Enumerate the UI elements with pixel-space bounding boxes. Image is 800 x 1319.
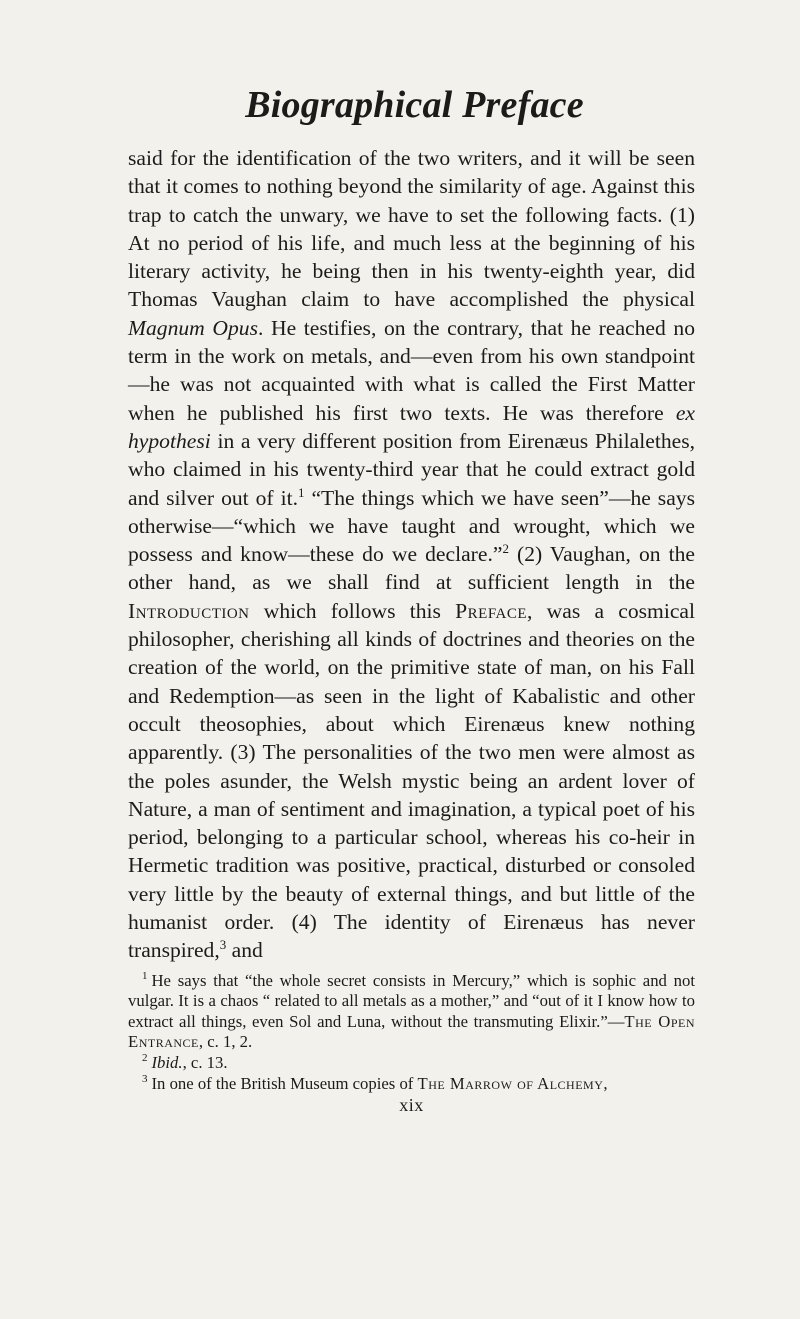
text-segment: , was a cosmical philosopher, cherishing all kinds of doctrines and theories on the creation of the world, on the primitive state of man, on his Fall and Redemption—as seen in the light of Kabalistic and other occult theosophies, about which Eirenæus knew nothing apparently. (3) The personalities of the two men were almost as the poles asunder, the Welsh mystic being an ardent lover of Nature, a man of sentiment and imagination, a typical poet of his period, belonging to a particular school, whereas his co-heir in Hermetic tradition was positive, practical, disturbed or consoled very little by the beauty of external things, and but little of the humanist order. (4) The identity of Eirenæus has never transpired, [128, 598, 695, 963]
text-segment: (2) Vaughan, on the other hand, as we shall find at sufficient length in the [128, 542, 695, 595]
footnote-text: , [603, 1073, 608, 1093]
small-caps-term: Preface [455, 598, 528, 623]
text-segment: said for the identification of the two writers, and it will be seen that it comes to nothing beyond the similarity of age. Against this trap to catch the unwary, we have to set the following facts. (1) At no period of his life, and much less at the beginning of his literary activity, he being then in his twenty-eighth year, did Thomas Vaughan claim to have accomplished the physical [128, 146, 695, 312]
footnote-ibid: Ibid. [151, 1052, 183, 1072]
body-text [128, 144, 695, 965]
footnote-text: He says that “the whole secret consists in Mercury,” which is sophic and not vulgar. It is a chaos “ related to all metals as a mother,” and “out of it I know how to extract all things, even Sol and Luna, without the transmuting Elixir.”— [128, 970, 695, 1031]
work-title: The Open Entrance [128, 1011, 695, 1052]
text-segment: which follows this [249, 598, 456, 623]
footnote-text: , c. 13. [182, 1052, 228, 1072]
footnote-number: 3 [142, 1073, 148, 1086]
page-number: xix [399, 1095, 424, 1116]
italic-term: ex hypothesi [128, 400, 695, 453]
text-segment: . He testifies, on the contrary, that he reached no term in the work on metals, and—even from his own standpoint—he was not acquainted with what is called the First Matter when he published his first two texts. He was therefore [128, 315, 695, 425]
text-segment: and [226, 938, 263, 963]
running-head: Biographical Preface [245, 84, 584, 126]
text-segment: in a very different position from Eirenæus Philalethes, who claimed in his twenty-third year that he could extract gold and silver out of it. [128, 428, 695, 510]
main-paragraph [128, 144, 695, 965]
work-title: The Marrow of Alchemy [417, 1073, 604, 1093]
text-segment: “The things which we have seen”—he says otherwise—“which we have taught and wrought, which we possess and know—these do we declare.” [128, 485, 695, 567]
footnote-number: 1 [142, 970, 148, 983]
footnote-ref-1: 1 [297, 484, 305, 500]
footnote-ref-2: 2 [502, 540, 509, 556]
footnote-2 [128, 1053, 695, 1074]
small-caps-term: Introduction [128, 598, 250, 623]
footnote-number: 2 [142, 1052, 148, 1065]
italic-term: Magnum Opus [128, 315, 258, 340]
footnote-ref-3: 3 [219, 937, 227, 953]
footnote-text: , c. 1, 2. [198, 1032, 253, 1052]
footnote-1 [128, 971, 695, 1053]
footnote-3 [128, 1074, 695, 1095]
footnotes [128, 971, 695, 1095]
footnote-text: In one of the British Museum copies of [151, 1073, 418, 1093]
